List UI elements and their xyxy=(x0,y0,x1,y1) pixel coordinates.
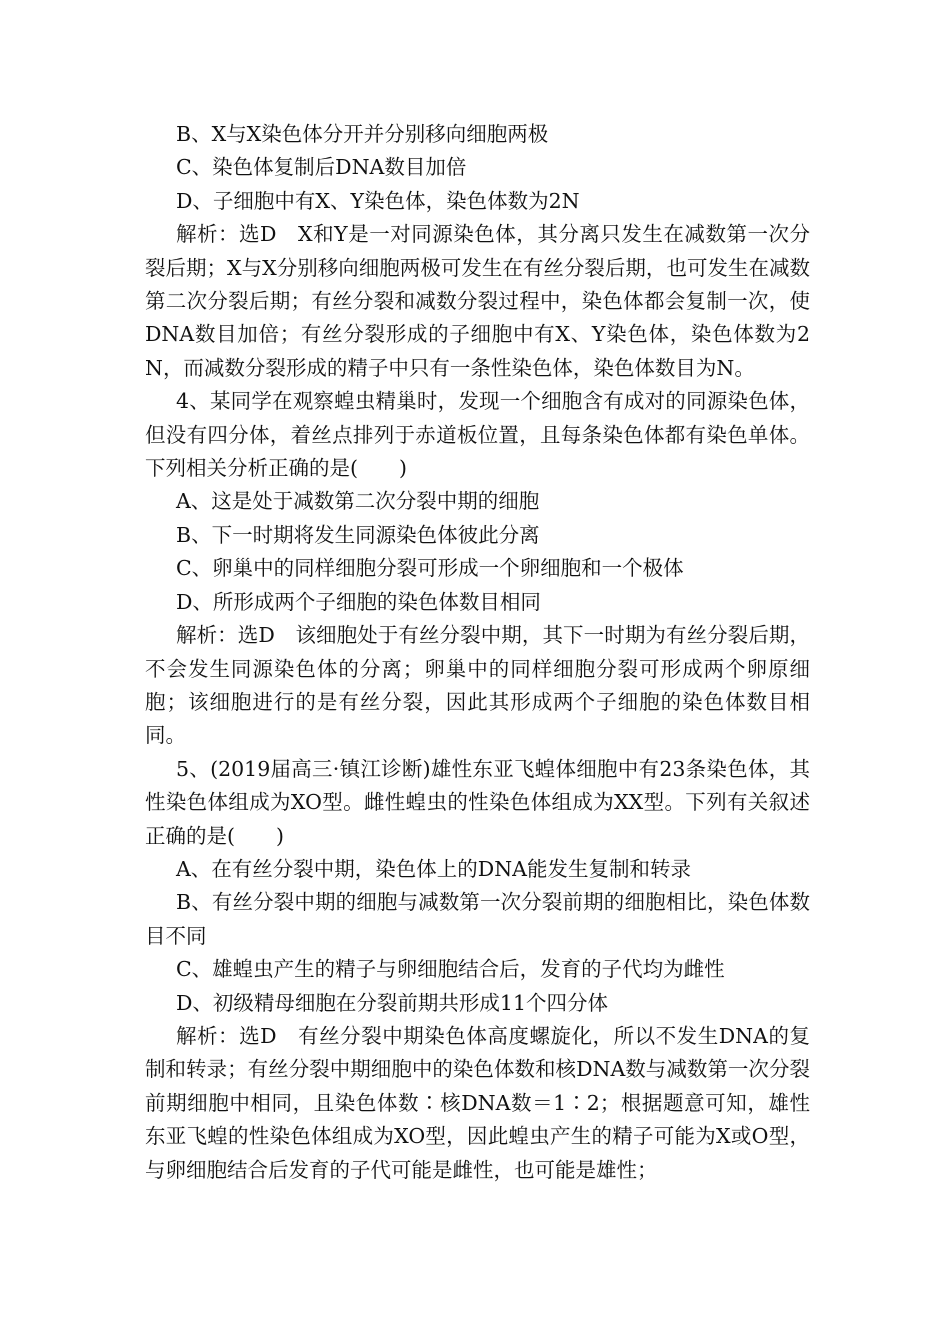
option-c-q3: C、染色体复制后DNA数目加倍 xyxy=(176,155,467,180)
explanation-q5: 解析：选D 有丝分裂中期染色体高度螺旋化，所以不发生DNA的复制和转录；有丝分裂中期细胞中的染色体数和核DNA数与减数第一次分裂前期细胞中相同，且染色体数∶核DNA数＝1∶2；根据题意可知，雄性东亚飞蝗的性染色体组成为XO型，因此蝗虫产生的精子可能为X或O型，与卵细胞结合后发育的子代可能是雌性，也可能是雄性； xyxy=(145,1023,810,1182)
option-b-q4: B、下一时期将发生同源染色体彼此分离 xyxy=(176,522,540,547)
option-d-q3: D、子细胞中有X、Y染色体，染色体数为2N xyxy=(176,188,580,213)
option-b-q5: B、有丝分裂中期的细胞与减数第一次分裂前期的细胞相比，染色体数目不同 xyxy=(145,890,810,948)
document-page xyxy=(145,118,810,1187)
option-a-q4: A、这是处于减数第二次分裂中期的细胞 xyxy=(176,489,540,514)
explanation-q4: 解析：选D 该细胞处于有丝分裂中期，其下一时期为有丝分裂后期，不会发生同源染色体的分离；卵巢中的同样细胞分裂可形成两个卵原细胞；该细胞进行的是有丝分裂，因此其形成两个子细胞的染色体数目相同。 xyxy=(145,623,810,748)
explanation-q3: 解析：选D X和Y是一对同源染色体，其分离只发生在减数第一次分裂后期；X与X分别移向细胞两极可发生在有丝分裂后期，也可发生在减数第二次分裂后期；有丝分裂和减数分裂过程中，染色体都会复制一次，使DNA数目加倍；有丝分裂形成的子细胞中有X、Y染色体，染色体数为2N，而减数分裂形成的精子中只有一条性染色体，染色体数目为N。 xyxy=(145,222,810,380)
question-4: 4、某同学在观察蝗虫精巢时，发现一个细胞含有成对的同源染色体，但没有四分体，着丝点排列于赤道板位置，且每条染色体都有染色单体。下列相关分析正确的是( ) xyxy=(145,389,810,481)
option-d-q5: D、初级精母细胞在分裂前期共形成11个四分体 xyxy=(176,990,609,1015)
option-c-q5: C、雄蝗虫产生的精子与卵细胞结合后，发育的子代均为雌性 xyxy=(176,957,725,982)
option-b-q3: B、X与X染色体分开并分别移向细胞两极 xyxy=(176,122,549,146)
option-d-q4: D、所形成两个子细胞的染色体数目相同 xyxy=(176,589,541,614)
option-a-q5: A、在有丝分裂中期，染色体上的DNA能发生复制和转录 xyxy=(176,856,691,881)
question-5: 5、(2019届高三·镇江诊断)雄性东亚飞蝗体细胞中有23条染色体，其性染色体组成为XO型。雌性蝗虫的性染色体组成为XX型。下列有关叙述正确的是( ) xyxy=(145,756,810,848)
option-c-q4: C、卵巢中的同样细胞分裂可形成一个卵细胞和一个极体 xyxy=(176,556,684,581)
